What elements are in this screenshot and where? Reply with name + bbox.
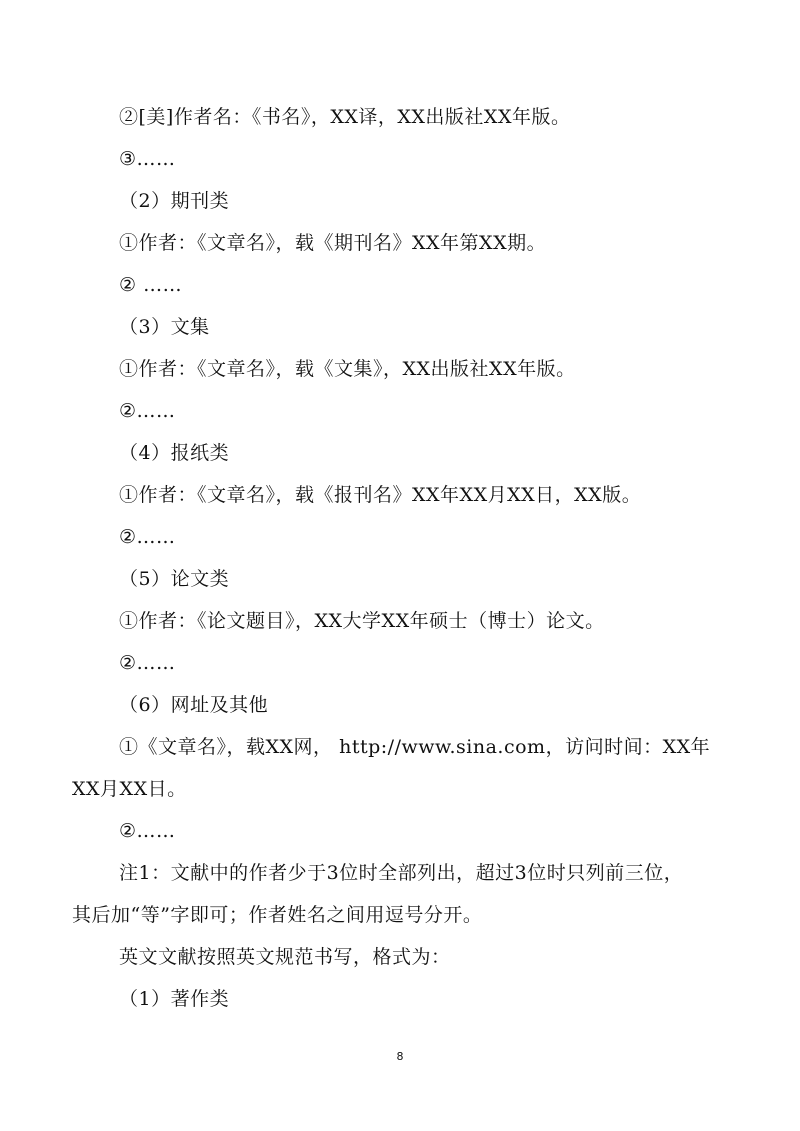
body-paragraph: 英文文献按照英文规范书写，格式为： (119, 946, 451, 968)
section-heading: （1）著作类 (119, 988, 230, 1010)
reference-line: ② …… (119, 274, 183, 296)
section-heading: （6）网址及其他 (119, 694, 269, 716)
reference-line: ②…… (119, 526, 176, 548)
page-number: 8 (396, 1050, 404, 1063)
section-heading: （5）论文类 (119, 568, 230, 590)
reference-line: ②…… (119, 400, 176, 422)
note-continuation: 其后加“等”字即可；作者姓名之间用逗号分开。 (72, 904, 483, 926)
section-heading: （4）报纸类 (119, 442, 230, 464)
reference-line: ①作者：《文章名》，载《文集》，XX出版社XX年版。 (119, 358, 576, 380)
reference-line: ②…… (119, 652, 176, 674)
section-heading: （3）文集 (119, 316, 210, 338)
reference-line: ②…… (119, 820, 176, 842)
reference-line: ③…… (119, 148, 176, 170)
reference-continuation: XX月XX日。 (72, 778, 187, 800)
reference-line: ①《文章名》，载XX网， http://www.sina.com，访问时间：XX年 (119, 736, 711, 758)
section-heading: （2）期刊类 (119, 190, 230, 212)
reference-line: ①作者：《文章名》，载《报刊名》XX年XX月XX日，XX版。 (119, 484, 642, 506)
note-line: 注1：文献中的作者少于3位时全部列出，超过3位时只列前三位， (119, 862, 684, 884)
reference-line: ②[美]作者名：《书名》，XX译，XX出版社XX年版。 (119, 106, 571, 128)
reference-line: ①作者：《文章名》，载《期刊名》XX年第XX期。 (119, 232, 547, 254)
reference-line: ①作者：《论文题目》，XX大学XX年硕士（博士）论文。 (119, 610, 605, 632)
